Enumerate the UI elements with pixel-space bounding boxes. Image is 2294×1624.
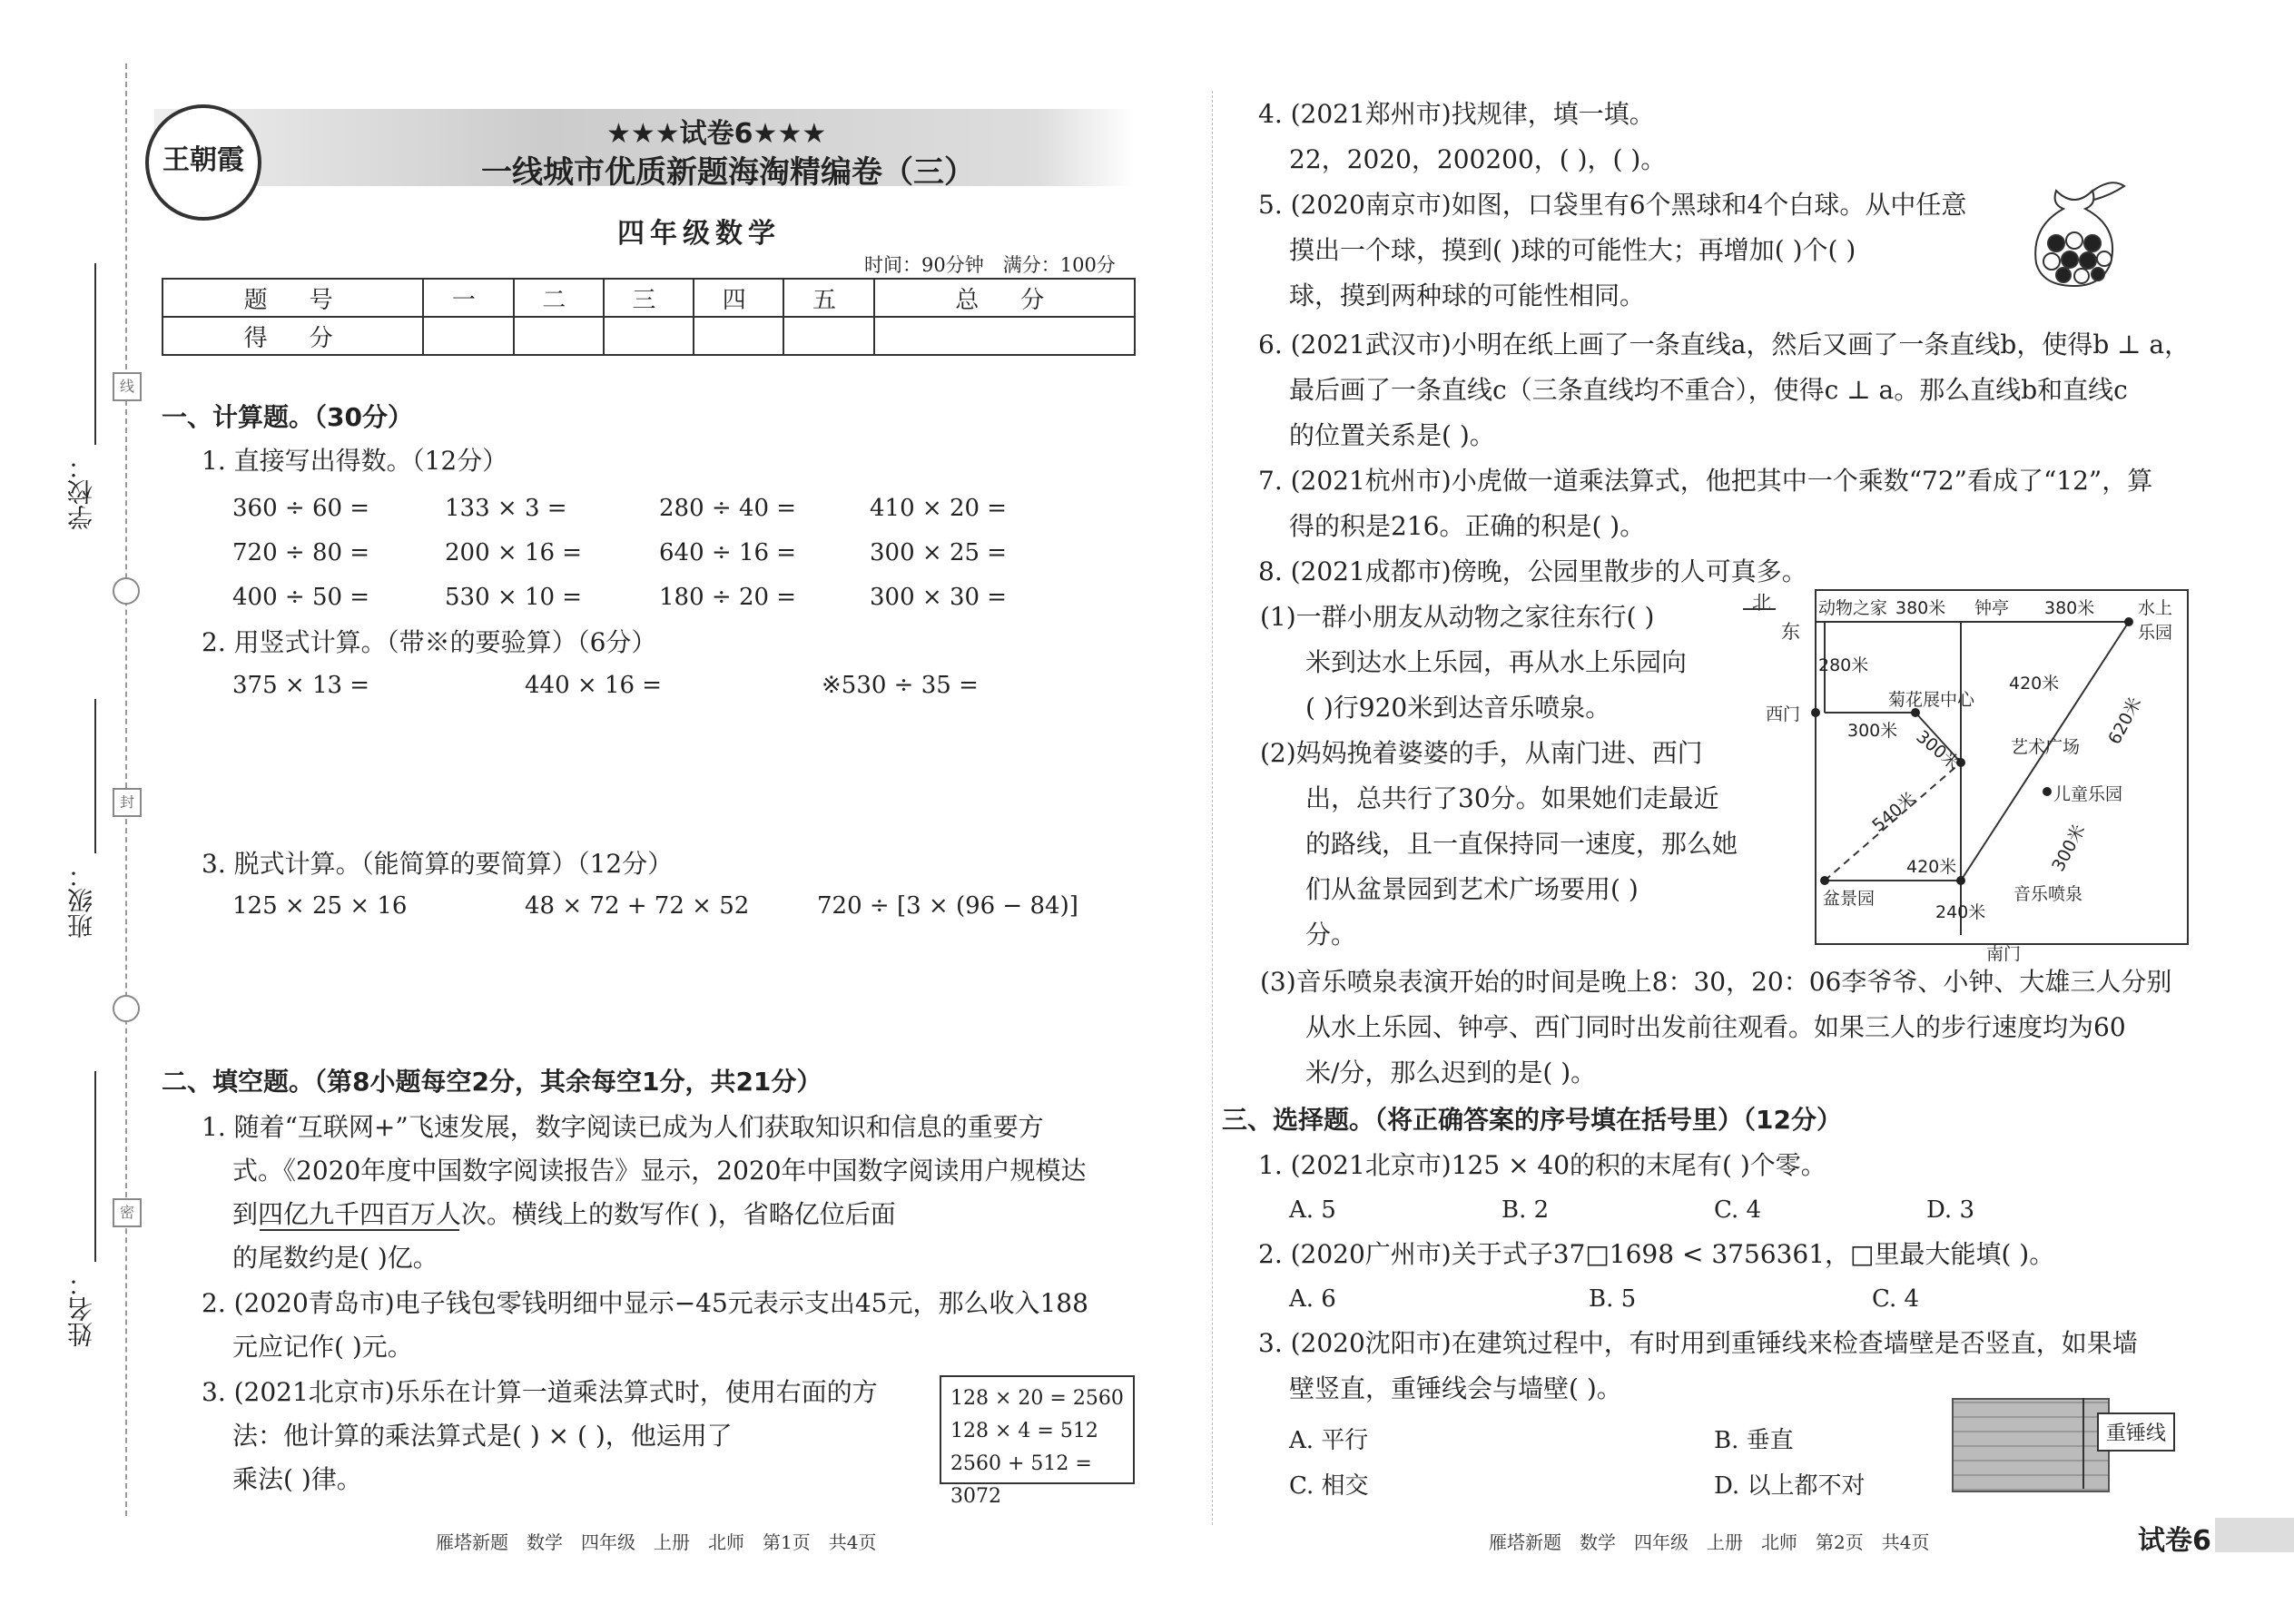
- fill-q8-line: 分。: [1305, 920, 1357, 950]
- logo-badge: [145, 104, 261, 221]
- seal-mark-xian: 线: [113, 372, 142, 401]
- choice-option[interactable]: C. 4: [1872, 1285, 1920, 1313]
- binding-circle-icon: [113, 995, 140, 1022]
- choice-q2-text: 2. (2020广州市)关于式子37□1698 < 3756361，□里最大能填( )。: [1258, 1239, 2055, 1269]
- fill-q1-line: 1. 随着“互联网+”飞速发展，数字阅读已成为人们获取知识和信息的重要方: [202, 1112, 1044, 1142]
- fill-q8-line: ( )行920米到达音乐喷泉。: [1305, 693, 1611, 723]
- exam-meta: 时间：90分钟 满分：100分: [864, 254, 1116, 276]
- footer-tag: 试卷6: [2138, 1525, 2211, 1557]
- score-value-row: [162, 317, 1135, 355]
- footer-left: 雁塔新题 数学 四年级 上册 北师 第1页 共4页: [436, 1531, 877, 1553]
- footer-right: 雁塔新题 数学 四年级 上册 北师 第2页 共4页: [1489, 1531, 1930, 1553]
- step-calc-item: 720 ÷ [3 × (96 − 84)]: [817, 892, 1078, 920]
- fill-q1-line: 的尾数约是( )亿。: [232, 1243, 438, 1273]
- fill-q1-line: 式。《2020年度中国数字阅读报告》显示，2020年中国数字阅读用户规模达: [232, 1156, 1087, 1186]
- map-distance: 280米: [1818, 655, 1869, 675]
- method-line: 128 × 4 = 512: [950, 1420, 1098, 1442]
- fill-q7-line: 得的积是216。正确的积是( )。: [1289, 511, 1646, 541]
- score-cell[interactable]: [694, 317, 783, 355]
- choice-q3-text: 壁竖直，重锤线会与墙壁( )。: [1289, 1373, 1622, 1403]
- vertical-calc-item: ※530 ÷ 35 =: [822, 672, 979, 699]
- calc-item: 280 ÷ 40 =: [659, 495, 797, 522]
- calc-item: 133 × 3 =: [445, 495, 567, 522]
- plumb-line: [2082, 1398, 2084, 1489]
- section1-title: 一、计算题。（30分）: [162, 402, 413, 432]
- q2-title: 2. 用竖式计算。（带※的要验算）（6分）: [202, 627, 657, 657]
- name-blank[interactable]: [94, 1071, 96, 1262]
- series-title: 一线城市优质新题海淘精编卷（三）: [481, 154, 975, 191]
- map-label: 西门: [1766, 704, 1801, 724]
- map-label: 盆景园: [1823, 889, 1876, 909]
- calc-item: 720 ÷ 80 =: [232, 539, 370, 566]
- fill-q5-line: 球，摸到两种球的可能性相同。: [1289, 281, 1646, 310]
- map-label: 艺术广场: [2011, 737, 2081, 757]
- fill-q5-line: 5. (2020南京市)如图，口袋里有6个黑球和4个白球。从中任意: [1258, 190, 1967, 220]
- fill-q6-line: 6. (2021武汉市)小明在纸上画了一条直线a，然后又画了一条直线b，使得b ⊥ a，: [1258, 330, 2191, 359]
- fill-q4-line: 4. (2021郑州市)找规律，填一填。: [1258, 99, 1655, 129]
- ball-bag-figure: [2020, 172, 2133, 290]
- score-cell[interactable]: [783, 317, 873, 355]
- binding-circle-icon: [113, 577, 140, 605]
- compass-icon: [1743, 608, 1776, 610]
- score-cell[interactable]: [423, 317, 513, 355]
- calc-item: 400 ÷ 50 =: [232, 584, 370, 611]
- score-cell[interactable]: [514, 317, 604, 355]
- east-label: 东: [1781, 621, 1800, 643]
- name-label: 姓名：: [66, 1271, 96, 1347]
- fill-q8-line: 8. (2021成都市)傍晚，公园里散步的人可真多。: [1258, 556, 1807, 586]
- method-line: 2560 + 512 = 3072: [950, 1452, 1092, 1508]
- calc-item: 180 ÷ 20 =: [659, 584, 797, 611]
- logo-text: 王朝霞: [162, 144, 244, 176]
- calc-item: 640 ÷ 16 =: [659, 539, 797, 566]
- score-header-cell: 五: [783, 279, 873, 317]
- fill-q8-line: 出，总共行了30分。如果她们走最近: [1305, 783, 1719, 813]
- fill-q3-line: 3. (2021北京市)乐乐在计算一道乘法算式时，使用右面的方: [202, 1377, 878, 1407]
- score-header-cell: 二: [514, 279, 604, 317]
- choice-option[interactable]: B. 5: [1589, 1285, 1637, 1313]
- fill-q3-line: 乘法( )律。: [232, 1464, 362, 1494]
- score-table: [162, 278, 1136, 356]
- calc-item: 410 × 20 =: [870, 495, 1008, 522]
- map-distance: 300米: [2048, 821, 2090, 875]
- calc-item: 360 ÷ 60 =: [232, 495, 370, 522]
- choice-option[interactable]: A. 5: [1289, 1196, 1336, 1224]
- map-label: 儿童乐园: [2053, 784, 2123, 804]
- score-header-cell: 三: [604, 279, 694, 317]
- map-distance: 300米: [1912, 726, 1964, 774]
- score-cell[interactable]: [604, 317, 694, 355]
- fill-q8-line: 从水上乐园、钟亭、西门同时出发前往观看。如果三人的步行速度均为60: [1305, 1012, 2126, 1042]
- school-label: 学校：: [66, 454, 96, 530]
- fill-q3-line: 法：他计算的乘法算式是( ) × ( )，他运用了: [232, 1421, 733, 1451]
- choice-q1-text: 1. (2021北京市)125 × 40的积的末尾有( )个零。: [1258, 1150, 1826, 1180]
- choice-option[interactable]: A. 6: [1289, 1285, 1336, 1313]
- choice-option[interactable]: D. 3: [1926, 1196, 1974, 1224]
- fill-q8-line: 米到达水上乐园，再从水上乐园向: [1305, 647, 1688, 677]
- brick-wall-figure: [1952, 1398, 2110, 1492]
- calc-item: 200 × 16 =: [445, 539, 583, 566]
- seal-mark-mi: 密: [113, 1198, 142, 1227]
- map-distance: 420米: [1906, 857, 1957, 877]
- page-divider: [1212, 91, 1213, 1525]
- map-distance: 540米: [1868, 788, 1920, 836]
- score-header-cell: 总 分: [874, 279, 1135, 317]
- q3-title: 3. 脱式计算。（能简算的要简算）（12分）: [202, 849, 674, 879]
- choice-option[interactable]: D. 以上都不对: [1714, 1472, 1866, 1500]
- plumb-line-label: 重锤线: [2097, 1412, 2175, 1452]
- footer-tab: [2215, 1518, 2294, 1552]
- q1-title: 1. 直接写出得数。（12分）: [202, 446, 508, 476]
- map-label: 钟亭: [1974, 598, 2010, 618]
- map-distance: 300米: [1847, 721, 1898, 741]
- subject-title: 四年级数学: [617, 218, 781, 250]
- fill-q5-line: 摸出一个球，摸到( )球的可能性大；再增加( )个( ): [1289, 235, 1856, 265]
- vertical-calc-item: 440 × 16 =: [525, 672, 663, 699]
- choice-option[interactable]: A. 平行: [1289, 1427, 1369, 1454]
- fill-q7-line: 7. (2021杭州市)小虎做一道乘法算式，他把其中一个乘数“72”看成了“12”，算: [1258, 466, 2153, 496]
- fill-q4-line: 22，2020，200200，( )，( )。: [1289, 144, 1667, 174]
- choice-option[interactable]: C. 4: [1714, 1196, 1762, 1224]
- fill-q1-line: 到四亿九千四百万人次。横线上的数写作( )，省略亿位后面: [232, 1199, 896, 1229]
- seal-mark-feng: 封: [113, 788, 142, 817]
- fill-q2-line: 元应记作( )元。: [232, 1332, 413, 1362]
- map-distance: 380米: [2044, 598, 2095, 618]
- fill-q8-line: (3)音乐喷泉表演开始的时间是晚上8：30，20：06李爷爷、小钟、大雄三人分别: [1260, 967, 2172, 997]
- score-cell[interactable]: [874, 317, 1135, 355]
- map-distance: 420米: [2009, 674, 2060, 694]
- method-box: [940, 1375, 1135, 1508]
- score-header-cell: 四: [694, 279, 783, 317]
- map-distance: 240米: [1935, 902, 1986, 922]
- map-label: 水上乐园: [2138, 598, 2173, 643]
- fill-q8-line: 们从盆景园到艺术广场要用( ): [1305, 874, 1639, 904]
- fill-q6-line: 最后画了一条直线c（三条直线均不重合），使得c ⊥ a。那么直线b和直线c: [1289, 375, 2128, 405]
- class-label: 班级：: [66, 862, 96, 939]
- choice-option[interactable]: C. 相交: [1289, 1472, 1369, 1500]
- choice-option[interactable]: B. 垂直: [1714, 1427, 1794, 1454]
- method-line: 128 × 20 = 2560: [950, 1387, 1124, 1410]
- fill-q2-line: 2. (2020青岛市)电子钱包零钱明细中显示−45元表示支出45元，那么收入188: [202, 1288, 1088, 1318]
- map-label: 菊花展中心: [1888, 690, 1975, 710]
- score-row-label: 得 分: [162, 317, 423, 355]
- fill-q8-line: (2)妈妈挽着婆婆的手，从南门进、西门: [1260, 738, 1703, 768]
- score-header-cell: 题 号: [162, 279, 423, 317]
- choice-q3-text: 3. (2020沈阳市)在建筑过程中，有时用到重锤线来检查墙壁是否竖直，如果墙: [1258, 1328, 2138, 1358]
- school-blank[interactable]: [94, 263, 96, 445]
- vertical-calc-item: 375 × 13 =: [232, 672, 370, 699]
- map-distance: 380米: [1895, 598, 1946, 618]
- section2-title: 二、填空题。（第8小题每空2分，其余每空1分，共21分）: [162, 1067, 822, 1097]
- step-calc-item: 48 × 72 + 72 × 52: [525, 892, 750, 920]
- map-label: 音乐喷泉: [2013, 884, 2083, 904]
- calc-item: 530 × 10 =: [445, 584, 583, 611]
- choice-option[interactable]: B. 2: [1501, 1196, 1550, 1224]
- step-calc-item: 125 × 25 × 16: [232, 892, 408, 920]
- class-blank[interactable]: [94, 699, 96, 853]
- map-label: 动物之家: [1818, 598, 1888, 618]
- fill-q8-line: 的路线，且一直保持同一速度，那么她: [1305, 829, 1738, 859]
- calc-item: 300 × 30 =: [870, 584, 1008, 611]
- section3-title: 三、选择题。（将正确答案的序号填在括号里）（12分）: [1222, 1105, 1842, 1135]
- fill-q8-line: (1)一群小朋友从动物之家往东行( ): [1260, 602, 1655, 632]
- map-distance: 620米: [2104, 694, 2146, 748]
- calc-item: 300 × 25 =: [870, 539, 1008, 566]
- map-label: 南门: [1986, 944, 2022, 964]
- score-header-cell: 一: [423, 279, 513, 317]
- north-label: 北: [1752, 592, 1771, 614]
- fill-q6-line: 的位置关系是( )。: [1289, 420, 1495, 450]
- fill-q8-line: 米/分，那么迟到的是( )。: [1305, 1058, 1597, 1088]
- score-header-row: [162, 279, 1135, 317]
- paper-number: ★★★试卷6★★★: [606, 118, 827, 150]
- underline-mark: [260, 1229, 459, 1231]
